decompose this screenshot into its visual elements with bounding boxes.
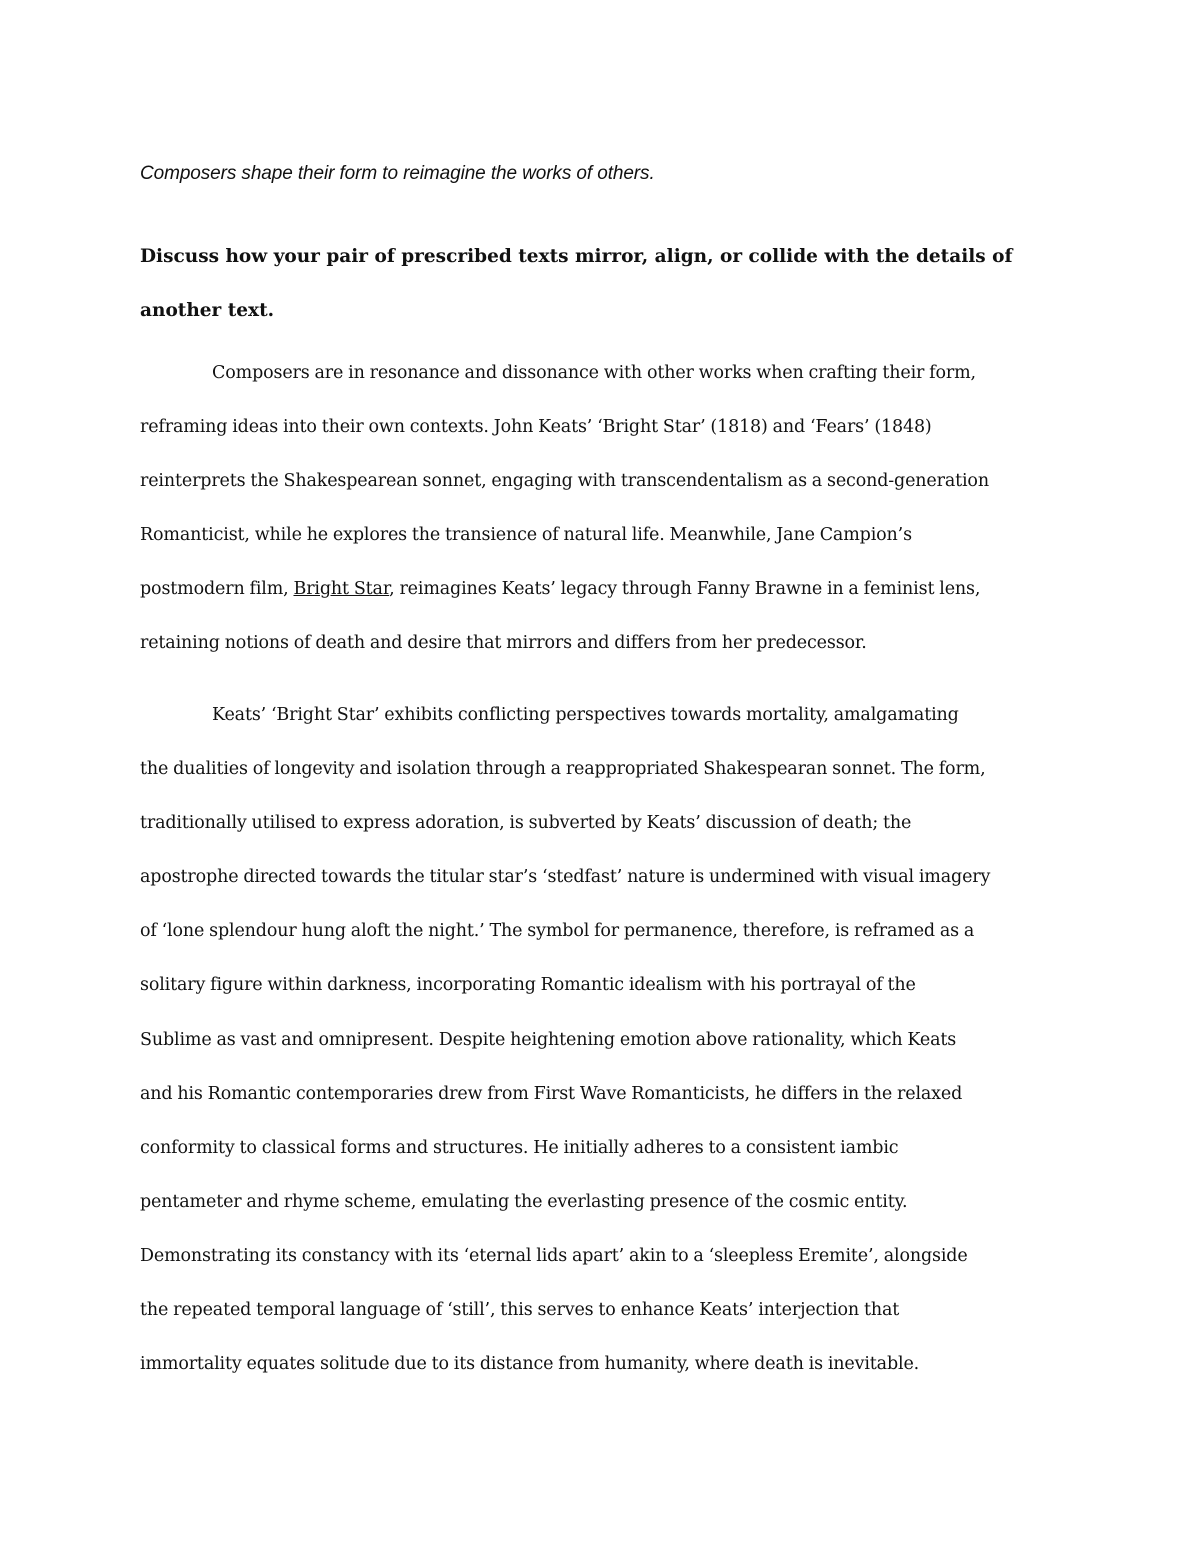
paragraph-line: pentameter and rhyme scheme, emulating the everlasting presence of the cosmic entity. (140, 1191, 908, 1212)
paragraph-line: reinterprets the Shakespearean sonnet, engaging with transcendentalism as a second-generation (140, 471, 989, 492)
paragraph-line: immortality equates solitude due to its distance from humanity, where death is inevitable. (140, 1354, 920, 1375)
paragraph-line: the repeated temporal language of ‘still’, this serves to enhance Keats’ interjection that (140, 1300, 900, 1321)
paragraph-line: Keats’ ‘Bright Star’ exhibits conflicting perspectives towards mortality, amalgamating (212, 705, 959, 725)
paragraph-line: solitary figure within darkness, incorporating Romantic idealism with his portrayal of the (140, 975, 916, 996)
paragraph-line: and his Romantic contemporaries drew from First Wave Romanticists, he differs in the relaxed (140, 1083, 963, 1104)
paragraph-line: of ‘lone splendour hung aloft the night.’ The symbol for permanence, therefore, is reframed as a (140, 921, 975, 942)
paragraph-line: the dualities of longevity and isolation through a reappropriated Shakespearan sonnet. The form, (140, 759, 986, 780)
body-paragraph (140, 688, 1070, 1391)
line-text: , reimagines Keats’ legacy through Fanny Brawne in a feminist lens, (389, 579, 981, 600)
essay-prompt: Composers shape their form to reimagine the works of others. (140, 163, 655, 184)
film-title: Bright Star (293, 579, 390, 600)
paragraph-line: Romanticist, while he explores the transience of natural life. Meanwhile, Jane Campion’s (140, 525, 912, 546)
paragraph-line: retaining notions of death and desire that mirrors and differs from her predecessor. (140, 633, 867, 654)
paragraph-line (140, 562, 1070, 616)
paragraph-line: conformity to classical forms and structures. He initially adheres to a consistent iambic (140, 1137, 899, 1158)
paragraph-line: reframing ideas into their own contexts. John Keats’ ‘Bright Star’ (1818) and ‘Fears’ (1848) (140, 417, 932, 438)
question-line: another text. (140, 300, 275, 321)
line-text: postmodern film, (140, 579, 294, 600)
paragraph-line: Sublime as vast and omnipresent. Despite heightening emotion above rationality, which Keats (140, 1029, 957, 1050)
paragraph-line: traditionally utilised to express adoration, is subverted by Keats’ discussion of death; the (140, 813, 912, 834)
paragraph-line: apostrophe directed towards the titular star’s ‘stedfast’ nature is undermined with visual imagery (140, 867, 991, 888)
essay-question (140, 230, 1040, 338)
paragraph-line: Composers are in resonance and dissonance with other works when crafting their form, (212, 363, 976, 383)
question-line: Discuss how your pair of prescribed texts mirror, align, or collide with the details of (140, 246, 1013, 267)
paragraph-line: Demonstrating its constancy with its ‘eternal lids apart’ akin to a ‘sleepless Eremite’, alongside (140, 1245, 968, 1266)
introduction-paragraph (140, 346, 1070, 671)
